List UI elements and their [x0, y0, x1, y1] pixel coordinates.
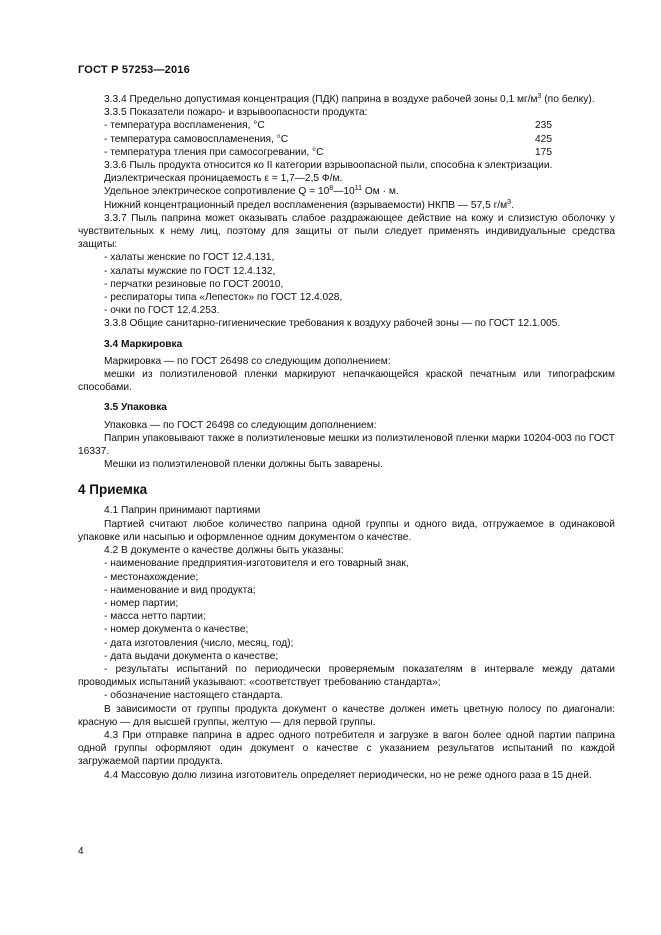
- nkpv-line: Нижний концентрационный предел воспламенения (взрываемости) НКПВ — 57,5 $г/м^3$.: [104, 198, 514, 211]
- paragraph-4-4: 4.4 Массовую долю лизина изготовитель определяет периодически, но не реже одного раза в 15 дней.: [104, 769, 592, 781]
- document-body: [78, 93, 615, 782]
- list-item: - номер документа о качестве;: [104, 624, 249, 636]
- fire-row: - температура тления при самосогревании, °С 175: [104, 146, 552, 158]
- list-item: - наименование и вид продукта;: [104, 584, 256, 596]
- list-item: - халаты женские по ГОСТ 12.4.131,: [104, 252, 275, 264]
- paragraph-3-3-5: 3.3.5 Показатели пожаро- и взрывоопасности продукта:: [104, 107, 368, 119]
- marking-line-1: Маркировка — по ГОСТ 26498 со следующим дополнением:: [104, 355, 391, 367]
- list-item: - обозначение настоящего стандарта.: [104, 690, 283, 702]
- list-item: - номер партии;: [104, 597, 179, 609]
- page-number: 4: [78, 846, 84, 857]
- dielectric-line: Диэлектрическая проницаемость ε = 1,7—2,5 Ф/м.: [104, 173, 343, 185]
- resistance-line: Удельное электрическое сопротивление $Q = 10^8—10^{11}$ Ом · м.: [104, 185, 399, 198]
- fire-row: - температура самовоспламенения, °С 425: [104, 133, 552, 145]
- section-heading-4: 4 Приемка: [78, 482, 148, 498]
- paragraph-3-3-4: 3.3.4 Предельно допустимая концентрация (ПДК) паприна в воздухе рабочей зоны 0,1 $мг/м^3$ (по белку).: [104, 93, 595, 105]
- paragraph-4-3: 4.3 При отправке паприна в адрес одного потребителя и загрузке в вагон более одной партии паприна одной группы оформляют один документ о качестве с указанием результатов испытаний по каждой загружаемой партии продукта.: [78, 729, 615, 768]
- paragraph-3-3-7: 3.3.7 Пыль паприна может оказывать слабое раздражающее действие на кожу и слизистую оболочку у чувствительных к нему лиц, поэтому для защиты от пыли следует применять индивидуальные средства защиты:: [78, 212, 615, 251]
- list-item: - дата выдачи документа о качестве;: [104, 650, 279, 662]
- paragraph-4-1-batch: Партией считают любое количество паприна одной группы и одного вида, отгружаемое в одинаковой упаковке или насыпью и оформленное одним документом о качестве.: [78, 518, 615, 543]
- list-item: - дата изготовления (число, месяц, год);: [104, 637, 294, 649]
- packing-line-1: Упаковка — по ГОСТ 26498 со следующим дополнением:: [104, 419, 377, 431]
- list-item: - халаты мужские по ГОСТ 12.4.132,: [104, 265, 276, 277]
- section-heading-3-5: 3.5 Упаковка: [104, 402, 167, 414]
- paragraph-4-2: 4.2 В документе о качестве должны быть указаны:: [104, 545, 344, 557]
- stripe-paragraph: В зависимости от группы продукта документ о качестве должен иметь цветную полосу по диагонали: красную — для высшей группы, желтую — для первой группы.: [78, 703, 615, 728]
- list-item: - масса нетто партии;: [104, 611, 206, 623]
- fire-row: - температура воспламенения, °С 235: [104, 120, 552, 132]
- list-item: - очки по ГОСТ 12.4.253.: [104, 305, 220, 317]
- marking-line-2: мешки из полиэтиленовой пленки маркируют непачкающейся краской печатным или типографским способами.: [78, 369, 615, 394]
- section-heading-3-4: 3.4 Маркировка: [104, 338, 183, 350]
- paragraph-3-3-8: 3.3.8 Общие санитарно-гигиенические требования к воздуху рабочей зоны — по ГОСТ 12.1.005.: [104, 318, 561, 330]
- paragraph-3-3-6: 3.3.6 Пыль продукта относится ко II категории взрывоопасной пыли, способна к электризации.: [104, 160, 553, 172]
- list-item: - местонахождение;: [104, 571, 199, 583]
- packing-line-3: Мешки из полиэтиленовой пленки должны быть заварены.: [104, 459, 383, 471]
- packing-line-2: Паприн упаковывают также в полиэтиленовые мешки из полиэтиленовой пленки марки 10204-003 по ГОСТ 16337.: [78, 432, 615, 458]
- list-item: - респираторы типа «Лепесток» по ГОСТ 12.4.028,: [104, 292, 343, 304]
- document-header: ГОСТ Р 57253—2016: [78, 64, 190, 76]
- list-item: - наименование предприятия-изготовителя и его товарный знак,: [104, 558, 409, 570]
- results-item: - результаты испытаний по периодически проверяемым показателям в интервале между датами проводимых испытаний указывают: «соответствует требованию стандарта»;: [78, 663, 615, 689]
- paragraph-4-1: 4.1 Паприн принимают партиями: [104, 505, 261, 517]
- list-item: - перчатки резиновые по ГОСТ 20010,: [104, 278, 284, 290]
